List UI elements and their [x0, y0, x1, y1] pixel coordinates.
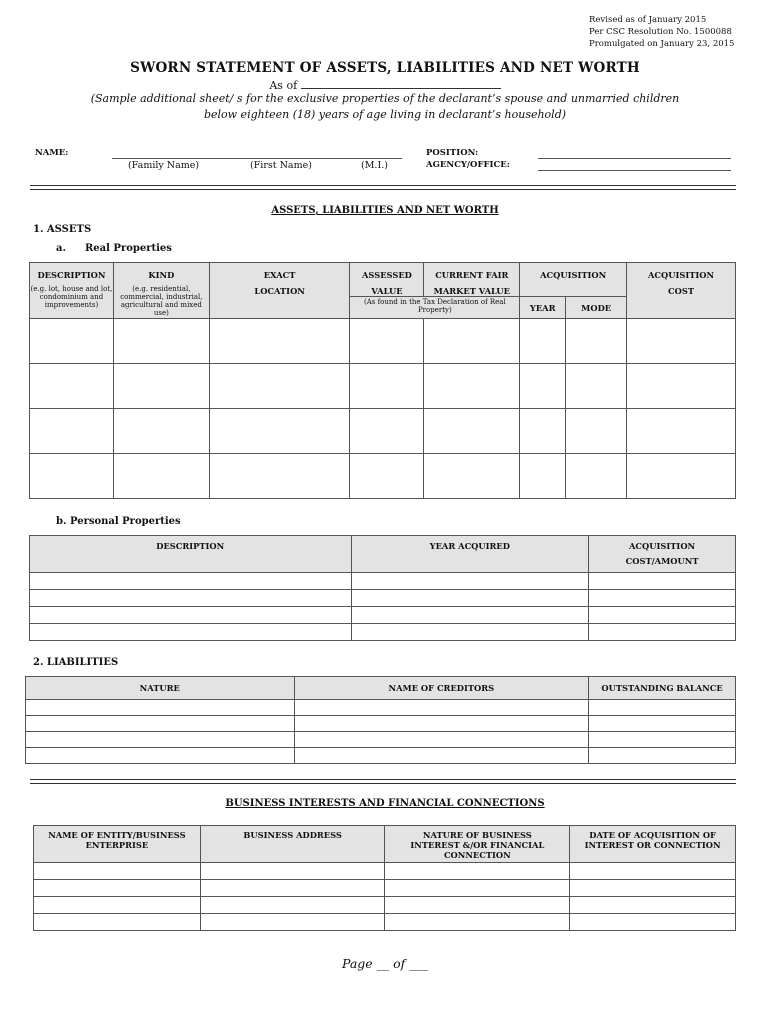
col-personal-cost	[589, 536, 736, 573]
nature-header-3: CONNECTION	[443, 850, 511, 860]
cell[interactable]	[566, 454, 627, 499]
cell[interactable]	[570, 914, 736, 931]
current-fair-header: CURRENT FAIR	[435, 270, 509, 280]
cell[interactable]	[424, 409, 520, 454]
cell[interactable]	[113, 319, 209, 364]
col-entity	[34, 826, 201, 863]
col-personal-description	[30, 536, 352, 573]
cell[interactable]	[385, 880, 570, 897]
as-of-date-field[interactable]	[301, 78, 501, 89]
name-label: NAME:	[35, 148, 69, 158]
cell[interactable]	[520, 409, 566, 454]
revision-line-2: Per CSC Resolution No. 1500088	[589, 27, 732, 37]
cell[interactable]	[34, 897, 201, 914]
nature-header-1: NATURE OF BUSINESS	[422, 830, 532, 840]
table-row	[30, 319, 736, 364]
col-market-value	[424, 263, 520, 297]
real-properties-heading: Real Properties	[85, 243, 172, 254]
kind-note: (e.g. residential, commercial, industrial, agricultural and mixed use)	[120, 285, 203, 317]
cell[interactable]	[34, 914, 201, 931]
cell[interactable]	[200, 880, 385, 897]
col-nature	[385, 826, 570, 863]
real-properties-letter: a.	[56, 243, 66, 254]
col-address	[200, 826, 385, 863]
cell[interactable]	[294, 700, 589, 716]
date-header-1: DATE OF ACQUISITION OF	[589, 830, 716, 840]
personal-cost-header-1: ACQUISITION	[629, 541, 696, 551]
divider-top	[30, 185, 736, 190]
revision-note	[589, 14, 734, 50]
description-note: (e.g. lot, house and lot, condominium and improvements)	[30, 285, 113, 309]
family-name-caption: (Family Name)	[128, 160, 200, 171]
table-row	[26, 700, 736, 716]
col-year-acquired	[351, 536, 589, 573]
cell[interactable]	[30, 454, 114, 499]
agency-label: AGENCY/OFFICE:	[426, 160, 510, 170]
table-row	[30, 573, 736, 590]
col-exact-location	[209, 263, 350, 319]
cell[interactable]	[294, 716, 589, 732]
as-of-line	[0, 78, 770, 92]
cell[interactable]	[520, 454, 566, 499]
col-acquisition-cost	[627, 263, 736, 319]
cell[interactable]	[589, 748, 736, 764]
cell[interactable]	[351, 624, 589, 641]
cell[interactable]	[209, 319, 350, 364]
mode-header: MODE	[566, 297, 627, 319]
col-kind	[113, 263, 209, 319]
tax-note: (As found in the Tax Declaration of Real Property)	[350, 297, 520, 319]
cell[interactable]	[30, 590, 352, 607]
business-heading: BUSINESS INTERESTS AND FINANCIAL CONNECTIONS	[225, 798, 545, 809]
location-header: LOCATION	[254, 286, 305, 296]
balance-header: OUTSTANDING BALANCE	[589, 677, 736, 700]
table-row	[30, 607, 736, 624]
cell[interactable]	[26, 716, 295, 732]
acquisition-header: ACQUISITION	[540, 270, 607, 280]
cell[interactable]	[294, 748, 589, 764]
cell[interactable]	[113, 409, 209, 454]
liabilities-table	[25, 676, 736, 764]
table-row	[30, 590, 736, 607]
cell[interactable]	[350, 319, 424, 364]
year-acquired-header: YEAR ACQUIRED	[429, 541, 510, 551]
cell[interactable]	[570, 863, 736, 880]
col-date	[570, 826, 736, 863]
cell[interactable]	[209, 364, 350, 409]
subtitle	[40, 91, 730, 123]
business-table	[33, 825, 736, 931]
divider-bottom	[30, 779, 736, 784]
nature-header: NATURE	[26, 677, 295, 700]
personal-properties-table	[29, 535, 736, 641]
liabilities-heading: 2. LIABILITIES	[33, 657, 119, 668]
cell[interactable]	[566, 319, 627, 364]
mi-caption: (M.I.)	[361, 160, 388, 171]
cell[interactable]	[570, 897, 736, 914]
table-row	[30, 364, 736, 409]
table-row	[26, 748, 736, 764]
cell[interactable]	[589, 624, 736, 641]
col-assessed-value	[350, 263, 424, 297]
cell[interactable]	[627, 409, 736, 454]
table-row	[34, 863, 736, 880]
col-description	[30, 263, 114, 319]
cell[interactable]	[26, 748, 295, 764]
creditors-header: NAME OF CREDITORS	[294, 677, 589, 700]
cell[interactable]	[26, 732, 295, 748]
table-row	[34, 897, 736, 914]
cell[interactable]	[520, 319, 566, 364]
cell[interactable]	[385, 863, 570, 880]
col-acquisition	[520, 263, 627, 297]
subtitle-line-1: (Sample additional sheet/ s for the exclusive properties of the declarant’s spouse and unmarried children	[90, 92, 680, 105]
personal-properties-heading: b. Personal Properties	[56, 516, 181, 527]
cell[interactable]	[209, 454, 350, 499]
cell[interactable]	[30, 364, 114, 409]
cell[interactable]	[566, 409, 627, 454]
position-field[interactable]	[538, 158, 731, 159]
cell[interactable]	[627, 454, 736, 499]
assessed-header: ASSESSED	[361, 270, 412, 280]
table-row	[30, 409, 736, 454]
nature-header-2: INTEREST &/OR FINANCIAL	[410, 840, 545, 850]
real-properties-table	[29, 262, 736, 499]
revision-line-3: Promulgated on January 23, 2015	[589, 39, 735, 49]
cell[interactable]	[627, 364, 736, 409]
cell[interactable]	[30, 409, 114, 454]
cell[interactable]	[30, 573, 352, 590]
value-header: VALUE	[371, 286, 403, 296]
year-header: YEAR	[520, 297, 566, 319]
first-name-caption: (First Name)	[250, 160, 312, 171]
address-header: BUSINESS ADDRESS	[243, 830, 342, 840]
cell[interactable]	[34, 880, 201, 897]
cell[interactable]	[385, 914, 570, 931]
entity-header-2: ENTERPRISE	[85, 840, 149, 850]
cell[interactable]	[351, 590, 589, 607]
cell[interactable]	[627, 319, 736, 364]
cell[interactable]	[385, 897, 570, 914]
cell[interactable]	[351, 607, 589, 624]
assets-heading: 1. ASSETS	[33, 224, 92, 235]
name-field[interactable]	[112, 158, 402, 159]
kind-header: KIND	[148, 270, 175, 280]
cell[interactable]	[350, 409, 424, 454]
cell[interactable]	[589, 732, 736, 748]
table-row	[26, 716, 736, 732]
cell[interactable]	[209, 409, 350, 454]
cell[interactable]	[30, 607, 352, 624]
cell[interactable]	[30, 624, 352, 641]
position-label: POSITION:	[426, 148, 479, 158]
exact-header: EXACT	[263, 270, 296, 280]
cell[interactable]	[424, 364, 520, 409]
cell[interactable]	[424, 454, 520, 499]
as-of-label: As of	[269, 79, 298, 92]
table-row	[34, 880, 736, 897]
table-row	[26, 732, 736, 748]
description-header: DESCRIPTION	[37, 270, 106, 280]
cell[interactable]	[589, 700, 736, 716]
subtitle-line-2: below eighteen (18) years of age living in declarant’s household)	[203, 108, 567, 121]
cell[interactable]	[589, 716, 736, 732]
document-title: SWORN STATEMENT OF ASSETS, LIABILITIES AND NET WORTH	[130, 60, 640, 76]
cell[interactable]	[113, 364, 209, 409]
acq-cost-header-2: COST	[668, 286, 695, 296]
cell[interactable]	[589, 590, 736, 607]
revision-line-1: Revised as of January 2015	[589, 15, 707, 25]
table-row	[34, 914, 736, 931]
personal-description-header: DESCRIPTION	[156, 541, 225, 551]
cell[interactable]	[570, 880, 736, 897]
cell[interactable]	[200, 863, 385, 880]
date-header-2: INTEREST OR CONNECTION	[584, 840, 721, 850]
cell[interactable]	[34, 863, 201, 880]
cell[interactable]	[424, 319, 520, 364]
cell[interactable]	[113, 454, 209, 499]
cell[interactable]	[350, 454, 424, 499]
cell[interactable]	[520, 364, 566, 409]
table-row	[30, 454, 736, 499]
cell[interactable]	[589, 607, 736, 624]
market-value-header: MARKET VALUE	[433, 286, 510, 296]
cell[interactable]	[26, 700, 295, 716]
personal-cost-header-2: COST/AMOUNT	[625, 556, 699, 566]
acq-cost-header-1: ACQUISITION	[647, 270, 715, 280]
cell[interactable]	[294, 732, 589, 748]
cell[interactable]	[350, 364, 424, 409]
entity-header-1: NAME OF ENTITY/BUSINESS	[48, 830, 186, 840]
page-number: Page __ of ___	[341, 956, 429, 971]
cell[interactable]	[200, 914, 385, 931]
cell[interactable]	[200, 897, 385, 914]
table-row	[30, 624, 736, 641]
cell[interactable]	[566, 364, 627, 409]
agency-field[interactable]	[538, 170, 731, 171]
section-heading: ASSETS, LIABILITIES AND NET WORTH	[271, 205, 499, 216]
cell[interactable]	[351, 573, 589, 590]
cell[interactable]	[30, 319, 114, 364]
cell[interactable]	[589, 573, 736, 590]
